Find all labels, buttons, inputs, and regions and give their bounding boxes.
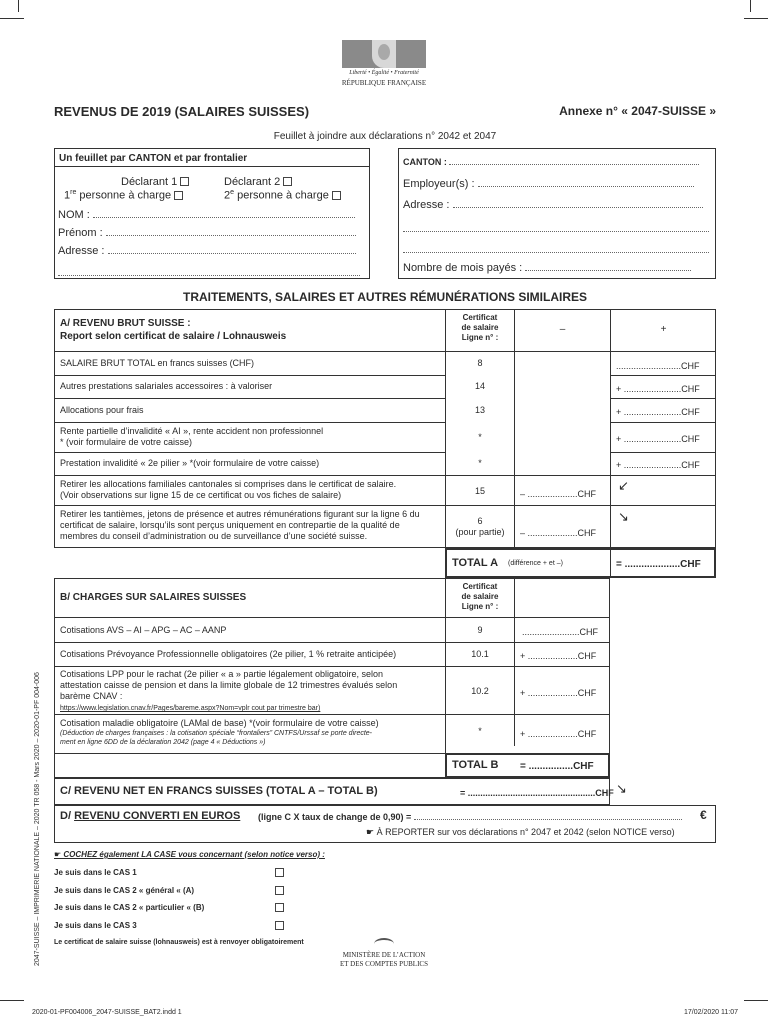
row-b-url-link[interactable]: https://www.legislation.cnav.fr/Pages/bareme.aspx?Nom=vplr cout par trimestre bar) <box>60 705 321 712</box>
col-cert-header-b: Certificat de salaire Ligne n° : <box>461 582 499 611</box>
divider <box>54 505 716 506</box>
case-2b-label: Je suis dans le CAS 2 « particulier « (B) <box>54 903 205 912</box>
row-b-label: Cotisations AVS – AI – APG – AC – AANP <box>60 625 227 635</box>
divider <box>54 375 445 376</box>
person1-num: 1 <box>64 189 71 202</box>
divider <box>54 753 445 754</box>
total-b-label: TOTAL B <box>452 759 499 771</box>
ministry-line2: ET DES COMPTES PUBLICS <box>340 960 428 968</box>
divider <box>54 666 610 667</box>
row-a-line: 15 <box>474 486 485 496</box>
adresse-field[interactable] <box>58 245 356 257</box>
person1-sup: re <box>70 189 77 196</box>
adresse-field-line2[interactable] <box>58 263 360 281</box>
section-c-title: C/ REVENU NET EN FRANCS SUISSES (TOTAL A – TOTAL B) <box>60 785 378 797</box>
total-b-value[interactable]: = ................CHF <box>520 761 594 772</box>
section-d-rate[interactable] <box>258 812 682 822</box>
case-3-label: Je suis dans le CAS 3 <box>54 921 137 930</box>
row-a-minus-input[interactable]: – ....................CHF <box>520 489 597 499</box>
row-a-line: 13 <box>474 405 485 415</box>
ministry-emblem-icon <box>374 938 394 950</box>
crop-mark <box>0 18 24 19</box>
row-b-value-input[interactable]: .......................CHF <box>522 627 599 637</box>
row-a-label: Prestation invalidité « 2e pilier » *(voir formulaire de votre caisse) <box>60 458 320 468</box>
row-a-label: Autres prestations salariales accessoires : à valoriser <box>60 381 273 391</box>
row-a-line: * <box>478 458 482 468</box>
section-title: TRAITEMENTS, SALAIRES ET AUTRES RÉMUNÉRATIONS SIMILAIRES <box>182 290 587 304</box>
page-title: REVENUS DE 2019 (SALAIRES SUISSES) <box>54 104 310 119</box>
person1-checkbox[interactable] <box>64 189 183 202</box>
crop-mark <box>744 1000 768 1001</box>
total-a-note: (différence + et –) <box>508 560 563 567</box>
adresse-label: Adresse : <box>58 245 105 257</box>
row-b-line: * <box>478 726 482 736</box>
declarant1-checkbox[interactable] <box>121 176 189 188</box>
row-a-label: Retirer les allocations familiales cantonales si comprises dans le certificat de salaire. (Voir observations sur ligne 15 de ce certificat ou vos fiches de salaire) <box>60 479 397 500</box>
section-d-title-text: REVENU CONVERTI EN EUROS <box>74 810 241 822</box>
total-a-label: TOTAL A <box>452 557 499 569</box>
divider <box>610 309 611 548</box>
row-b-line: 9 <box>477 625 483 635</box>
row-b-line: 10.2 <box>471 686 489 696</box>
row-a-label: Rente partielle d’invalidité « AI », rente accident non professionnel * (voir formulaire de votre caisse) <box>60 426 324 447</box>
checkbox-icon <box>283 177 292 186</box>
case-2b-checkbox[interactable] <box>275 903 284 912</box>
footer-date: 17/02/2020 11:07 <box>684 1009 738 1016</box>
row-b-value-input[interactable]: + ....................CHF <box>520 688 597 698</box>
divider <box>514 309 515 548</box>
divider <box>54 714 610 715</box>
row-b-label: Cotisations LPP pour le rachat (2e pilier « a » partie légalement obligatoire, selon attestation caisse de pension et dans la limite globale de 12 trimestres évalués selon barème CNAV : <box>60 669 398 701</box>
divider <box>54 475 716 476</box>
checkbox-icon <box>174 191 183 200</box>
divider <box>610 422 716 423</box>
row-a-label: Retirer les tantièmes, jetons de présence et autres rémunérations figurant sur la ligne 6 du certificat de salaire, lorsqu’ils sont perçus uniquement en contrepartie de la qualité de membres du conseil d’administration ou de surveillance d’une société suisse. <box>60 509 420 541</box>
row-a-plus-input[interactable]: + .......................CHF <box>616 407 700 417</box>
row-a-label: Allocations pour frais <box>60 405 144 415</box>
divider <box>445 309 446 548</box>
row-a-line: 14 <box>474 381 485 391</box>
case-1-label: Je suis dans le CAS 1 <box>54 868 137 877</box>
total-a-value[interactable]: = ....................CHF <box>616 559 701 570</box>
person2-sup: e <box>230 189 235 196</box>
row-a-plus-input[interactable]: + .......................CHF <box>616 460 700 470</box>
divider <box>610 375 716 376</box>
divider <box>610 398 716 399</box>
arrow-down-right-icon: ↘ <box>616 781 627 796</box>
divider <box>54 351 716 352</box>
nom-label: NOM : <box>58 209 90 221</box>
section-d-rate-text: (ligne C X taux de change de 0,90) = <box>258 812 412 822</box>
employer-adresse-field[interactable] <box>403 199 703 211</box>
marianne-logo-icon <box>342 40 426 68</box>
canton-label: CANTON : <box>403 157 447 167</box>
col-minus-header: – <box>559 324 566 335</box>
divider <box>54 422 445 423</box>
footer-file: 2020-01-PF004006_2047-SUISSE_BAT2.indd 1 <box>32 1009 182 1016</box>
declarant2-checkbox[interactable] <box>224 176 292 188</box>
section-a-subtitle: Report selon certificat de salaire / Lohnausweis <box>60 331 287 342</box>
section-b-title: B/ CHARGES SUR SALAIRES SUISSES <box>60 592 247 603</box>
person2-num: 2 <box>224 189 231 202</box>
mois-label: Nombre de mois payés : <box>403 262 523 274</box>
row-a-line: 6 (pour partie) <box>455 516 505 537</box>
row-b-label: Cotisation maladie obligatoire (LAMal de base) *(voir formulaire de votre caisse) <box>60 718 379 728</box>
row-a-line: * <box>478 432 482 442</box>
canton-field[interactable] <box>403 157 699 167</box>
crop-mark <box>744 18 768 19</box>
person1-label: personne à charge <box>76 189 172 202</box>
divider <box>54 452 445 453</box>
mois-field[interactable] <box>403 262 691 274</box>
crop-mark <box>750 0 751 12</box>
row-b-note: (Déduction de charges françaises : la cotisation spéciale “frontaliers” CNTFS/Urssaf se porte directe- ment en ligne 6DD de la déclaration 2042 (page 4 « Déductions ») <box>60 730 373 746</box>
row-b-label: Cotisations Prévoyance Professionnelle obligatoires (2e pilier, 1 % retraite anticipée) <box>60 649 397 659</box>
section-d-title <box>60 810 240 822</box>
row-a-plus-input[interactable]: + .......................CHF <box>616 384 700 394</box>
declarant1-label: Déclarant 1 <box>121 176 178 188</box>
section-d-report: ☛ À REPORTER sur vos déclarations n° 2047 et 2042 (selon NOTICE verso) <box>366 827 675 837</box>
employer-adresse-line2[interactable] <box>403 219 709 237</box>
employer-adresse-label: Adresse : <box>403 199 450 211</box>
declarant2-label: Déclarant 2 <box>224 176 281 188</box>
arrow-down-right-icon: ↘ <box>618 509 629 524</box>
case-1-checkbox[interactable] <box>275 868 284 877</box>
col-cert-header: Certificat de salaire Ligne n° : <box>461 313 499 342</box>
employer-box <box>398 148 716 279</box>
col-plus-header: + <box>660 324 667 335</box>
divider <box>54 642 610 643</box>
row-a-minus-input[interactable]: – ....................CHF <box>520 528 597 538</box>
row-a-line: 8 <box>477 358 483 368</box>
case-2a-label: Je suis dans le CAS 2 « général « (A) <box>54 886 195 895</box>
crop-mark <box>0 1000 24 1001</box>
divider <box>54 617 610 618</box>
sidebar-reference: 2047-SUISSE – IMPRIMERIE NATIONALE – 2020 TR 058 - Mars 2020 – 2020-01-PF 004-006 <box>34 672 41 966</box>
employeurs-label: Employeur(s) : <box>403 178 475 190</box>
row-a-plus-input[interactable]: ..........................CHF <box>616 361 700 371</box>
prenom-field[interactable] <box>58 227 356 239</box>
section-c-value[interactable]: = ...................................................CHF <box>460 788 614 798</box>
employeurs-field[interactable] <box>403 178 694 190</box>
case-2a-checkbox[interactable] <box>275 886 284 895</box>
nom-field[interactable] <box>58 209 355 221</box>
annex-label: Annexe n° « 2047-SUISSE » <box>559 104 716 118</box>
euro-symbol: € <box>700 808 707 822</box>
case-3-checkbox[interactable] <box>275 921 284 930</box>
subtitle: Feuillet à joindre aux déclarations n° 2042 et 2047 <box>273 131 497 142</box>
divider <box>610 452 716 453</box>
employer-adresse-line3[interactable] <box>403 240 709 258</box>
cases-footnote: Le certificat de salaire suisse (lohnausweis) est à renvoyer obligatoirement <box>54 939 304 946</box>
divider <box>54 398 445 399</box>
cases-heading: ☛ COCHEZ également LA CASE vous concernant (selon notice verso) : <box>54 850 325 859</box>
row-b-value-input[interactable]: + ....................CHF <box>520 729 597 739</box>
logo-republic: RÉPUBLIQUE FRANÇAISE <box>341 79 427 87</box>
row-a-plus-input[interactable]: + .......................CHF <box>616 434 700 444</box>
divider <box>610 548 611 578</box>
checkbox-icon <box>332 191 341 200</box>
person2-label: personne à charge <box>234 189 329 202</box>
identity-heading: Un feuillet par CANTON et par frontalier <box>59 153 248 164</box>
row-a-label: SALAIRE BRUT TOTAL en francs suisses (CHF) <box>60 358 255 368</box>
person2-checkbox[interactable] <box>224 189 341 202</box>
divider <box>514 578 515 746</box>
section-d-prefix: D/ <box>60 810 75 822</box>
row-b-value-input[interactable]: + ....................CHF <box>520 651 597 661</box>
divider <box>54 166 370 167</box>
section-a-title: A/ REVENU BRUT SUISSE : <box>60 318 191 329</box>
checkbox-icon <box>180 177 189 186</box>
arrow-down-left-icon: ↙ <box>618 478 629 493</box>
row-b-line: 10.1 <box>471 649 489 659</box>
ministry-line1: MINISTÈRE DE L’ACTION <box>342 951 426 959</box>
logo-motto: Liberté • Égalité • Fraternité <box>349 70 419 76</box>
crop-mark <box>18 0 19 12</box>
prenom-label: Prénom : <box>58 227 103 239</box>
